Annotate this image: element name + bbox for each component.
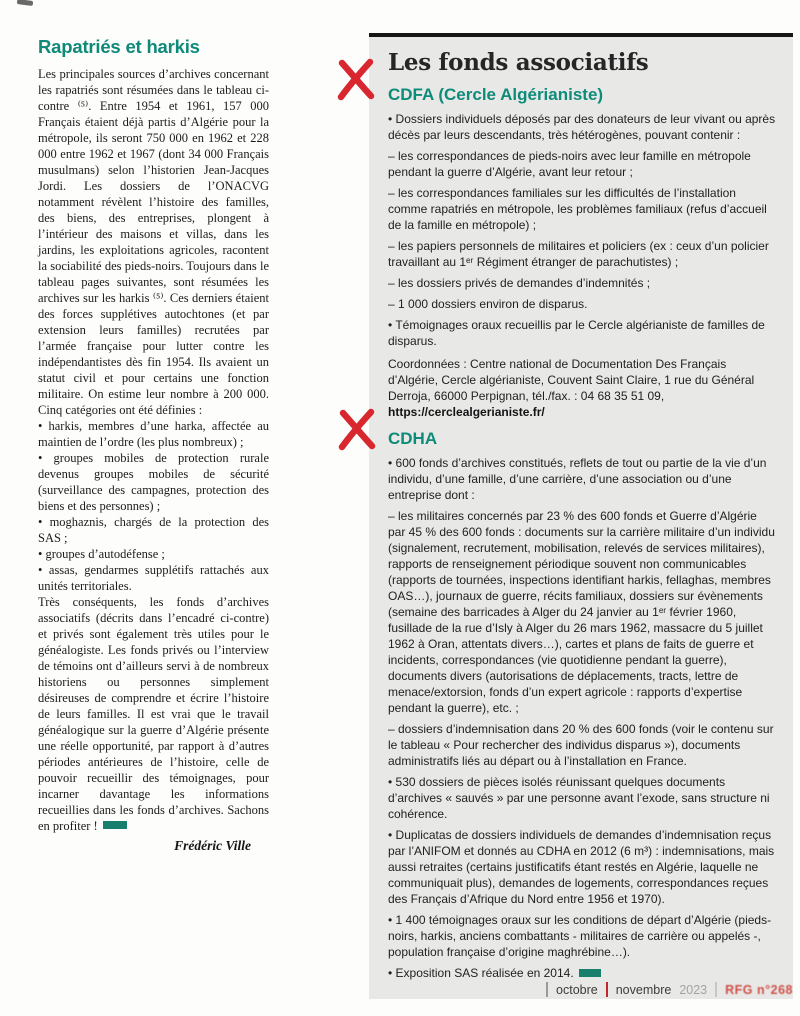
article-title: Rapatriés et harkis (38, 36, 200, 57)
scan-artifact (17, 0, 33, 6)
article-bullet: • harkis, membres d’une harka, affectée au maintien de l’ordre (les plus nombreux) ; (38, 419, 269, 449)
article-bullet: • groupes mobiles de protection rurale devenus groupes mobiles de sécurité (surveillance des campagnes, protection des biens et des personnes) ; (38, 451, 269, 513)
footer-month-2: novembre (615, 982, 672, 997)
cdfa-item: – les papiers personnels de militaires et policiers (ex : ceux d’un policier travaillant au 1ᵉʳ Régiment étranger de parachutistes) ; (388, 239, 769, 269)
red-x-annotation-icon (334, 56, 378, 102)
footer-divider (546, 982, 548, 997)
magazine-issue-label: RFG n°268 (725, 982, 793, 997)
footer-divider (715, 982, 717, 997)
cdfa-item: – 1 000 dossiers environ de disparus. (388, 297, 588, 311)
end-of-box-marker (579, 969, 601, 977)
x-mark-icon (335, 406, 379, 452)
cdha-item: – dossiers d’indemnisation dans 20 % des 600 fonds (voir le contenu sur le tableau « Pour rechercher des individus disparus »), documents administratifs liés au départ ou à l’installation en France. (388, 722, 774, 768)
article-outro-text: Très conséquents, les fonds d’archives associatifs (décrits dans l’encadré ci-contre) et privés sont également très utiles pour le généalogiste. Les fonds privés ou l’interview de témoins ont d’ailleurs servi à de nombreux historiens ou personnes simplement désireuses de comprendre et écrire l’histoire de leurs familles. Il est vrai que le travail généalogique sur la guerre d’Algérie présente une réelle opportunité, par rapport à d’autres périodes antérieures de l’histoire, celle de pouvoir recueillir des témoignages, pour incarner davantage les informations recueillies dans les fonds d’archives. Sachons en profiter ! (38, 595, 269, 833)
article-outro-paragraph (38, 594, 269, 834)
article-intro-paragraph: Les principales sources d’archives concernant les rapatriés sont résumées dans le tableau ci-contre ⁽⁵⁾. Entre 1954 et 1961, 157 000 Français étaient déjà partis d’Algérie pour la métropole, ils seront 750 000 en 1962 et 228 000 entre 1962 et 1967 (dont 34 000 Français musulmans) selon l’historien Jean-Jacques Jordi. Les dossiers de l’ONACVG notamment révèlent l’histoire des familles, des biens, des entreprises, plongent à l’intérieur des maisons et villas, dans les jardins, les exploitations agricoles, racontent la sociabilité des pieds-noirs. Toujours dans le tableau pages suivantes, sont résumées les archives sur les harkis ⁽⁵⁾. Ces derniers étaient des forces supplétives autochtones (et par extension leurs familles) recrutées par l’armée française pour lutter contre les indépendantistes dès fin 1954. Ils avaient un statut civil et pour certains une fonction militaire. On estime leur nombre à 200 000. Cinq catégories ont été définies : (38, 67, 269, 417)
author-signature: Frédéric Ville (174, 838, 251, 853)
cdfa-item: – les correspondances familiales sur les difficultés de l’installation comme rapatriés en métropole, les problèmes familiaux (refus d’accueil de la famille en métropole) ; (388, 186, 767, 232)
footer-year: 2023 (679, 982, 708, 997)
cdfa-item: • Témoignages oraux recueillis par le Cercle algérianiste de familles de disparus. (388, 318, 765, 348)
footer-month-1: octobre (556, 982, 598, 997)
cdha-item: • 530 dossiers de pièces isolés réunissant quelques documents d’archives « sauvés » par une personne avant l’exode, sans structure ni cohérence. (388, 775, 770, 821)
cdfa-contact-info: Coordonnées : Centre national de Documentation Des Français d’Algérie, Cercle algérianiste, Couvent Saint Claire, 1 rue du Général Derroja, 66000 Perpignan, tél./fax. : 04 68 35 51 09, (388, 357, 755, 403)
article-bullet: • groupes d’autodéfense ; (38, 547, 165, 561)
cdha-item-text: • Exposition SAS réalisée en 2014. (388, 966, 574, 980)
article-bullet: • assas, gendarmes supplétifs rattachés aux unités territoriales. (38, 563, 269, 593)
section-heading-cdha: CDHA (388, 429, 438, 448)
cdfa-item: – les correspondances de pieds-noirs avec leur famille en métropole pendant la guerre d’Algérie, avant leur retour ; (388, 149, 751, 179)
box-title: Les fonds associatifs (388, 49, 649, 76)
cdha-item: • 1 400 témoignages oraux sur les conditions de départ d’Algérie (pieds-noirs, harkis, anciens combattants - militaires de carrière ou appelés -, population française d’origine maghrébine…). (388, 913, 772, 959)
section-heading-cdfa: CDFA (Cercle Algérianiste) (388, 85, 604, 104)
cdfa-website-url: https://cerclealgerianiste.fr/ (388, 405, 545, 419)
cdfa-item: • Dossiers individuels déposés par des donateurs de leur vivant ou après décès par leurs descendants, très hétérogènes, pouvant contenir : (388, 112, 776, 142)
cdfa-item: – les dossiers privés de demandes d’indemnités ; (388, 276, 651, 290)
red-x-annotation-icon (335, 406, 379, 452)
article-bullet: • moghaznis, chargés de la protection des SAS ; (38, 515, 269, 545)
fonds-associatifs-box (369, 33, 793, 999)
cdha-item: • 600 fonds d’archives constitués, reflets de tout ou partie de la vie d’un individu, d’une famille, d’une carrière, d’une association ou d’une entreprise dont : (388, 456, 767, 502)
cdha-item (388, 965, 777, 981)
page-footer (546, 982, 793, 997)
x-mark-icon (334, 56, 378, 102)
cdha-item: • Duplicatas de dossiers individuels de demandes d’indemnisation reçus par l’ANIFOM et donnés au CDHA en 2012 (6 m³) : indemnisations, mais aussi retraites (certains justificatifs étant restés en Algérie, laquelle ne communiquait plus), demandes de logements, correspondances reçues des Français d’Afrique du Nord entre 1956 et 1970). (388, 828, 775, 906)
cdha-item: – les militaires concernés par 23 % des 600 fonds et Guerre d’Algérie par 45 % des 600 fonds : documents sur la carrière militaire d’un individu (signalement, recrutement, mobilisation, relevés de services militaires), rapports de renseignement périodique souvent non communicables (rapports de tournées, inspections identifiant harkis, fellaghas, membres OAS…), journaux de guerre, récits familiaux, dossiers sur évènements (semaine des barricades à Alger du 24 janvier au 1ᵉʳ février 1960, fusillade de la rue d’Isly à Alger du 26 mars 1962, massacre du 5 juillet 1962 à Oran, attentats divers…), cartes et plans de faits de guerre et incidents, correspondances (vie quotidienne pendant la guerre), documents divers (autorisations de déplacements, tracts, lettre de menace/extorsion, fonds d’un expert agricole : rapports d’expertise pendant la guerre), etc. ; (388, 509, 775, 715)
article-rapatries-harkis (38, 36, 269, 854)
footer-divider-red (606, 982, 608, 997)
end-of-article-marker (103, 821, 127, 829)
